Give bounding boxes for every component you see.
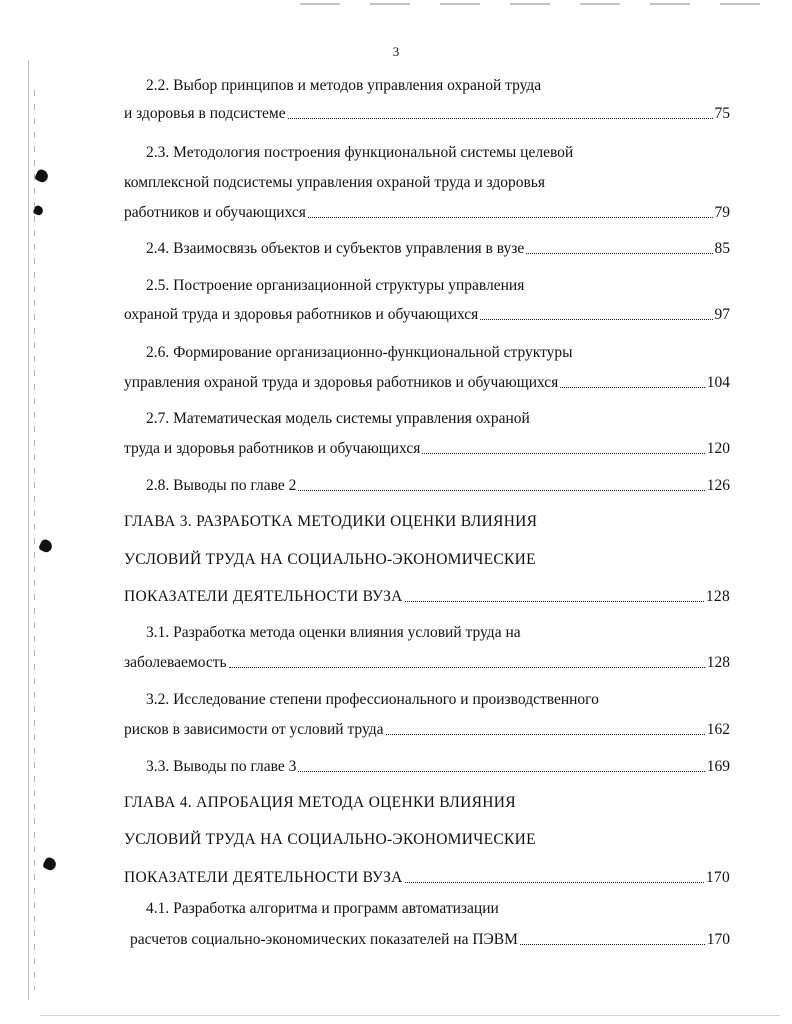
toc-entry-line bbox=[124, 653, 730, 673]
toc-entry-text: 4.1. Разработка алгоритма и программ автоматизации bbox=[146, 900, 499, 917]
toc-entry-heading-line bbox=[146, 623, 521, 643]
scan-artifact-bottom bbox=[40, 1015, 780, 1016]
toc-page-number: 97 bbox=[714, 306, 730, 323]
leader-dots bbox=[520, 944, 705, 945]
scan-artifact-top bbox=[300, 3, 780, 5]
toc-entry-heading-line bbox=[146, 343, 573, 363]
toc-entry-text: 2.8. Выводы по главе 2 bbox=[146, 477, 297, 494]
toc-entry-text: ПОКАЗАТЕЛИ ДЕЯТЕЛЬНОСТИ ВУЗА bbox=[124, 588, 403, 605]
binding-hole-mark bbox=[38, 538, 54, 554]
toc-entry-heading-line bbox=[146, 276, 524, 296]
scan-artifact-left-binding bbox=[34, 90, 35, 990]
toc-page-number: 126 bbox=[706, 477, 730, 494]
toc-entry-heading-line bbox=[146, 690, 599, 710]
toc-entry-line bbox=[124, 305, 730, 325]
toc-entry-text: комплексной подсистемы управления охраной труда и здоровья bbox=[124, 174, 545, 191]
toc-entry-heading-line bbox=[146, 76, 541, 96]
toc-entry-text: рисков в зависимости от условий труда bbox=[124, 721, 384, 738]
toc-page-number: 128 bbox=[705, 588, 730, 605]
toc-entry-text: 3.2. Исследование степени профессионального и производственного bbox=[146, 691, 599, 708]
toc-entry-line bbox=[124, 104, 730, 124]
toc-page-number: 169 bbox=[706, 758, 730, 775]
toc-chapter-heading-line bbox=[124, 550, 536, 570]
toc-entry-text: заболеваемость bbox=[124, 654, 227, 671]
leader-dots bbox=[229, 667, 705, 668]
toc-entry-line bbox=[146, 757, 730, 777]
toc-entry-text: 2.7. Математическая модель системы управления охраной bbox=[146, 410, 530, 427]
toc-entry-text: и здоровья в подсистеме bbox=[124, 105, 286, 122]
toc-chapter-heading-line bbox=[124, 830, 536, 850]
leader-dots bbox=[288, 118, 713, 119]
toc-entry-text: 2.5. Построение организационной структуры управления bbox=[146, 277, 525, 294]
leader-dots bbox=[405, 601, 704, 602]
toc-chapter-heading-line bbox=[124, 793, 516, 813]
toc-page-number: 120 bbox=[706, 440, 730, 457]
toc-entry-text: УСЛОВИЙ ТРУДА НА СОЦИАЛЬНО-ЭКОНОМИЧЕСКИЕ bbox=[124, 831, 536, 848]
toc-entry-heading-line bbox=[124, 173, 545, 193]
toc-page-number: 170 bbox=[706, 931, 730, 948]
toc-entry-text: ГЛАВА 3. РАЗРАБОТКА МЕТОДИКИ ОЦЕНКИ ВЛИЯНИЯ bbox=[124, 513, 538, 530]
leader-dots bbox=[560, 387, 704, 388]
toc-entry-heading-line bbox=[146, 409, 530, 429]
toc-page-number: 162 bbox=[706, 721, 730, 738]
leader-dots bbox=[422, 453, 704, 454]
leader-dots bbox=[298, 490, 704, 491]
toc-chapter-heading-line bbox=[124, 512, 537, 532]
toc-entry-heading-line bbox=[146, 899, 499, 919]
binding-hole-mark bbox=[34, 168, 50, 184]
toc-chapter-line bbox=[124, 868, 730, 888]
toc-entry-text: охраной труда и здоровья работников и обучающихся bbox=[124, 306, 479, 323]
toc-entry-heading-line bbox=[146, 143, 573, 163]
toc-entry-text: ГЛАВА 4. АПРОБАЦИЯ МЕТОДА ОЦЕНКИ ВЛИЯНИЯ bbox=[124, 794, 516, 811]
toc-entry-line bbox=[124, 439, 730, 459]
toc-page-number: 128 bbox=[706, 654, 730, 671]
leader-dots bbox=[308, 217, 713, 218]
binding-hole-mark bbox=[42, 856, 58, 872]
toc-entry-text: расчетов социально-экономических показателей на ПЭВМ bbox=[130, 931, 518, 948]
leader-dots bbox=[526, 253, 712, 254]
toc-entry-line bbox=[124, 373, 730, 393]
toc-entry-text: труда и здоровья работников и обучающихся bbox=[124, 440, 421, 457]
toc-entry-line bbox=[130, 930, 730, 950]
toc-entry-text: работников и обучающихся bbox=[124, 204, 306, 221]
toc-page-number: 79 bbox=[714, 204, 730, 221]
toc-page-number: 104 bbox=[706, 374, 730, 391]
toc-page-number: 170 bbox=[705, 869, 730, 886]
toc-entry-line bbox=[124, 203, 730, 223]
toc-entry-line bbox=[146, 239, 730, 259]
leader-dots bbox=[405, 882, 704, 883]
toc-entry-text: 3.3. Выводы по главе 3 bbox=[146, 758, 297, 775]
toc-entry-text: УСЛОВИЙ ТРУДА НА СОЦИАЛЬНО-ЭКОНОМИЧЕСКИЕ bbox=[124, 551, 536, 568]
toc-entry-line bbox=[146, 476, 730, 496]
toc-entry-text: 2.3. Методология построения функциональной системы целевой bbox=[146, 144, 574, 161]
leader-dots bbox=[298, 771, 704, 772]
leader-dots bbox=[480, 319, 712, 320]
leader-dots bbox=[386, 734, 705, 735]
toc-page-number: 75 bbox=[714, 105, 730, 122]
toc-entry-line bbox=[124, 720, 730, 740]
toc-entry-text: 2.2. Выбор принципов и методов управления охраной труда bbox=[146, 77, 542, 94]
toc-entry-text: 2.4. Взаимосвязь объектов и субъектов управления в вузе bbox=[146, 240, 525, 257]
page-number: 3 bbox=[392, 44, 400, 59]
toc-entry-text: управления охраной труда и здоровья работников и обучающихся bbox=[124, 374, 559, 391]
toc-page-number: 85 bbox=[714, 240, 730, 257]
toc-entry-text: ПОКАЗАТЕЛИ ДЕЯТЕЛЬНОСТИ ВУЗА bbox=[124, 869, 403, 886]
toc-entry-text: 2.6. Формирование организационно-функциональной структуры bbox=[146, 344, 573, 361]
toc-entry-text: 3.1. Разработка метода оценки влияния условий труда на bbox=[146, 624, 521, 641]
toc-chapter-line bbox=[124, 587, 730, 607]
